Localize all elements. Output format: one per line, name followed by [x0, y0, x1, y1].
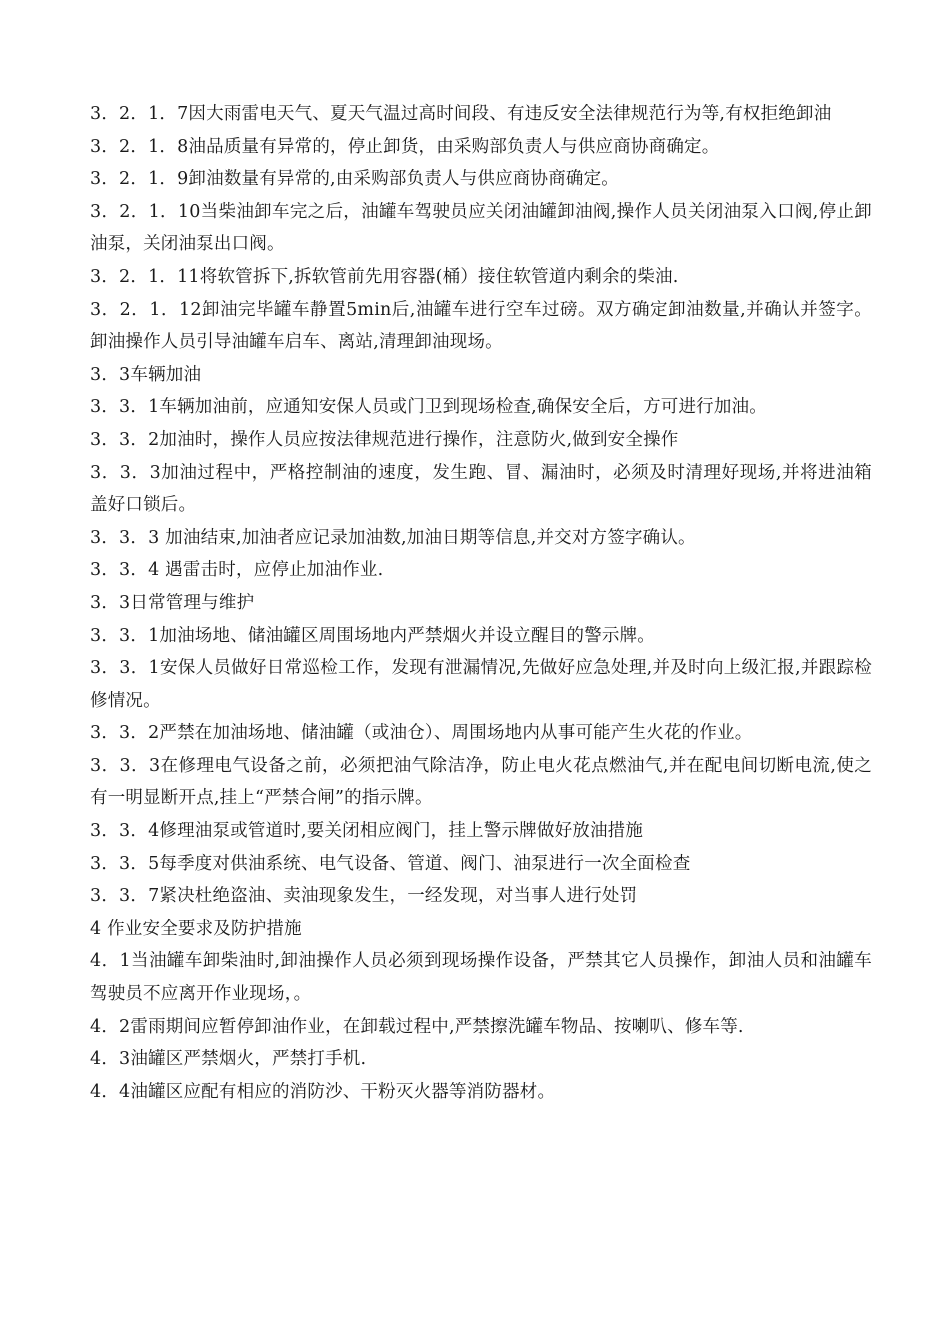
paragraph-3-2-1-10: 3．2．1．10当柴油卸车完之后，油罐车驾驶员应关闭油罐卸油阀,操作人员关闭油泵入口阀,停止卸油泵，关闭油泵出口阀。: [90, 201, 872, 255]
paragraph-maint-3-3-1b: 3．3．1安保人员做好日常巡检工作，发现有泄漏情况,先做好应急处理,并及时向上级汇报,并跟踪检修情况。: [90, 658, 872, 711]
paragraph-3-3-4: 3．3．4 遇雷击时，应停止加油作业.: [90, 560, 384, 581]
section-heading-safety-requirements: 4 作业安全要求及防护措施: [90, 918, 302, 939]
paragraph-maint-3-3-1a: 3．3．1加油场地、储油罐区周围场地内严禁烟火并设立醒目的警示牌。: [90, 625, 655, 646]
paragraph-3-2-1-9: 3．2．1．9卸油数量有异常的,由采购部负责人与供应商协商确定。: [90, 169, 619, 190]
paragraph-3-2-1-8: 3．2．1．8油品质量有异常的，停止卸货，由采购部负责人与供应商协商确定。: [90, 136, 720, 157]
section-heading-vehicle-refueling: 3．3车辆加油: [90, 364, 202, 385]
paragraph-maint-3-3-3: 3．3．3在修理电气设备之前，必须把油气除洁净，防止电火花点燃油气,并在配电间切断电流,使之有一明显断开点,挂上“严禁合闸”的指示牌。: [90, 755, 872, 809]
paragraph-3-3-1: 3．3．1车辆加油前，应通知安保人员或门卫到现场检查,确保安全后，方可进行加油。: [90, 397, 767, 418]
paragraph-3-3-3: 3．3．3加油过程中，严格控制油的速度，发生跑、冒、漏油时，必须及时清理好现场,并将进油箱盖好口锁后。: [90, 462, 872, 516]
paragraph-3-3-3-end: 3．3．3 加油结束,加油者应记录加油数,加油日期等信息,并交对方签字确认。: [90, 527, 696, 548]
section-heading-daily-maintenance: 3．3日常管理与维护: [90, 592, 255, 613]
paragraph-3-2-1-7: 3．2．1．7因大雨雷电天气、夏天气温过高时间段、有违反安全法律规范行为等,有权拒绝卸油: [90, 104, 832, 124]
paragraph-maint-3-3-7: 3．3．7紧决杜绝盗油、卖油现象发生，一经发现，对当事人进行处罚: [90, 886, 638, 907]
paragraph-maint-3-3-2: 3．3．2严禁在加油场地、储油罐（或油仓）、周围场地内从事可能产生火花的作业。: [90, 723, 753, 744]
paragraph-maint-3-3-5: 3．3．5每季度对供油系统、电气设备、管道、阀门、油泵进行一次全面检查: [90, 853, 691, 874]
paragraph-maint-3-3-4: 3．3．4修理油泵或管道时,要关闭相应阀门，挂上警示牌做好放油措施: [90, 821, 644, 842]
paragraph-4-2: 4．2雷雨期间应暂停卸油作业，在卸载过程中,严禁擦洗罐车物品、按喇叭、修车等.: [90, 1016, 744, 1037]
paragraph-4-3: 4．3油罐区严禁烟火，严禁打手机.: [90, 1049, 367, 1070]
paragraph-3-2-1-12: 3．2．1．12卸油完毕罐车静置5min后,油罐车进行空车过磅。双方确定卸油数量,并确认并签字。卸油操作人员引导油罐车启车、离站,清理卸油现场。: [90, 299, 872, 353]
paragraph-3-3-2: 3．3．2加油时，操作人员应按法律规范进行操作，注意防火,做到安全操作: [90, 429, 679, 450]
paragraph-4-4: 4．4油罐区应配有相应的消防沙、干粉灭火器等消防器材。: [90, 1081, 556, 1102]
paragraph-3-2-1-11: 3．2．1．11将软管拆下,拆软管前先用容器(桶）接住软管道内剩余的柴油.: [90, 266, 679, 287]
paragraph-4-1: 4．1当油罐车卸柴油时,卸油操作人员必须到现场操作设备，严禁其它人员操作，卸油人员和油罐车驾驶员不应离开作业现场，。: [90, 951, 872, 1005]
document-page: [90, 98, 872, 1108]
